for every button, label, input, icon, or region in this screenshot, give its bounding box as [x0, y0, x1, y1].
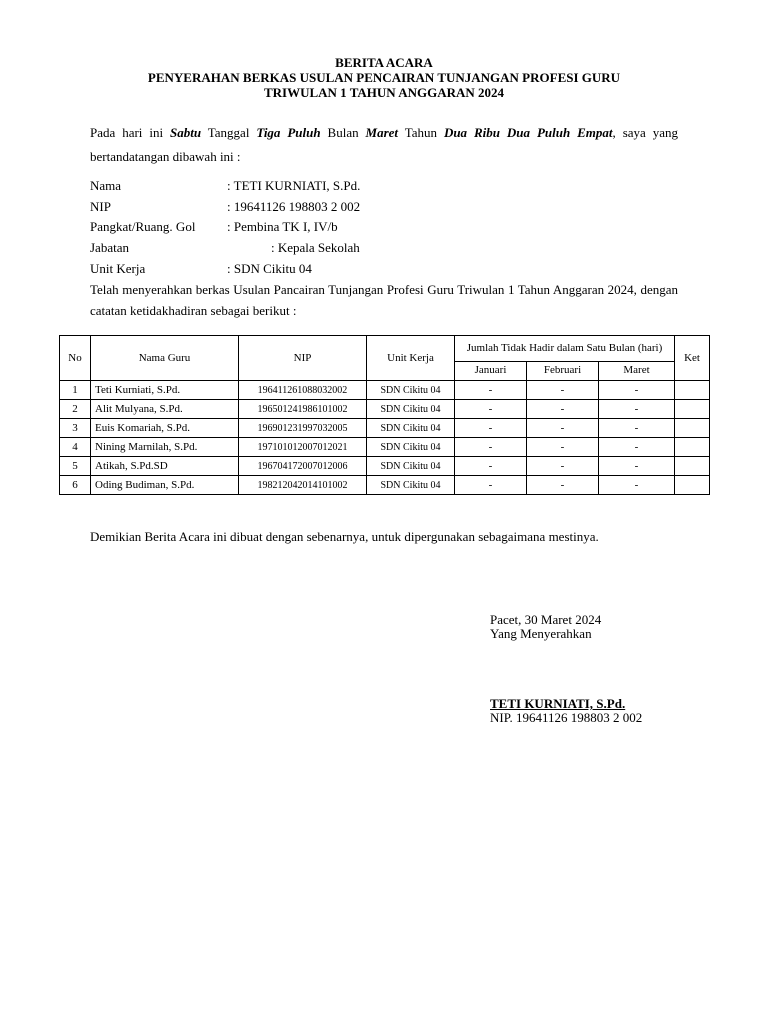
table-row [60, 476, 710, 495]
intro-month: Maret [365, 125, 399, 140]
cell-feb: - [527, 400, 599, 419]
cell-jan: - [455, 381, 527, 400]
cell-unit: SDN Cikitu 04 [367, 457, 455, 476]
cell-name: Teti Kurniati, S.Pd. [91, 381, 239, 400]
cell-ket [675, 419, 710, 438]
signature-place-date: Pacet, 30 Maret 2024 [490, 612, 602, 627]
identity-value: : Pembina TK I, IV/b [227, 219, 338, 234]
cell-feb: - [527, 381, 599, 400]
cell-ket [675, 381, 710, 400]
identity-label: Nama [90, 178, 122, 193]
document-subtitle: PENYERAHAN BERKAS USULAN PENCAIRAN TUNJANGAN PROFESI GURU [147, 70, 621, 85]
table-row [60, 419, 710, 438]
cell-no: 6 [60, 476, 91, 495]
identity-value: : 19641126 198803 2 002 [227, 199, 361, 214]
cell-jan: - [455, 419, 527, 438]
cell-ket [675, 457, 710, 476]
cell-no: 1 [60, 381, 91, 400]
cell-mar: - [599, 419, 675, 438]
cell-unit: SDN Cikitu 04 [367, 400, 455, 419]
identity-label: Unit Kerja [90, 261, 146, 276]
intro-text: , saya yang bertandatangan dibawah ini : [90, 125, 678, 164]
table-row [60, 381, 710, 400]
intro-date: Tiga Puluh [256, 125, 321, 140]
cell-nip: 196704172007012006 [239, 457, 367, 476]
cell-no: 4 [60, 438, 91, 457]
identity-value: : TETI KURNIATI, S.Pd. [227, 178, 361, 193]
cell-jan: - [455, 476, 527, 495]
intro-year: Dua Ribu Dua Puluh Empat [443, 125, 613, 140]
cell-feb: - [527, 438, 599, 457]
header-no: No [60, 336, 91, 381]
intro-text: Tahun [398, 125, 444, 140]
intro-text: Pada hari ini [90, 125, 170, 140]
intro-text: Tanggal [201, 125, 257, 140]
document-title: BERITA ACARA [335, 55, 433, 70]
attendance-table [59, 335, 710, 495]
cell-jan: - [455, 438, 527, 457]
cell-nip: 197101012007012021 [239, 438, 367, 457]
cell-name: Nining Marnilah, S.Pd. [91, 438, 239, 457]
cell-nip: 198212042014101002 [239, 476, 367, 495]
signature-nip: NIP. 19641126 198803 2 002 [490, 710, 643, 725]
header-unit: Unit Kerja [367, 336, 455, 381]
identity-value: : Kepala Sekolah [271, 240, 360, 255]
header-absent: Jumlah Tidak Hadir dalam Satu Bulan (hari) [455, 336, 675, 362]
signature-name: TETI KURNIATI, S.Pd. [490, 696, 626, 711]
signature-role: Yang Menyerahkan [490, 626, 592, 641]
cell-mar: - [599, 381, 675, 400]
cell-nip: 196501241986101002 [239, 400, 367, 419]
header-nip: NIP [239, 336, 367, 381]
identity-label: NIP [90, 199, 111, 214]
cell-unit: SDN Cikitu 04 [367, 476, 455, 495]
cell-no: 3 [60, 419, 91, 438]
cell-unit: SDN Cikitu 04 [367, 381, 455, 400]
intro-day: Sabtu [169, 125, 202, 140]
cell-name: Euis Komariah, S.Pd. [91, 419, 239, 438]
cell-no: 2 [60, 400, 91, 419]
cell-mar: - [599, 476, 675, 495]
cell-feb: - [527, 419, 599, 438]
cell-name: Alit Mulyana, S.Pd. [91, 400, 239, 419]
cell-jan: - [455, 457, 527, 476]
cell-unit: SDN Cikitu 04 [367, 419, 455, 438]
cell-ket [675, 400, 710, 419]
cell-name: Atikah, S.Pd.SD [91, 457, 239, 476]
header-ket: Ket [675, 336, 710, 381]
identity-label: Jabatan [90, 240, 129, 255]
table-row [60, 457, 710, 476]
handover-paragraph: Telah menyerahkan berkas Usulan Pancairan Tunjangan Profesi Guru Triwulan 1 Tahun Anggaran 2024, dengan catatan ketidakhadiran sebagai berikut : [90, 282, 678, 318]
cell-nip: 196411261088032002 [239, 381, 367, 400]
table-row [60, 400, 710, 419]
table-row [60, 438, 710, 457]
header-jan: Januari [455, 361, 527, 380]
document-period: TRIWULAN 1 TAHUN ANGGARAN 2024 [263, 85, 505, 100]
cell-name: Oding Budiman, S.Pd. [91, 476, 239, 495]
cell-no: 5 [60, 457, 91, 476]
cell-jan: - [455, 400, 527, 419]
header-feb: Februari [527, 361, 599, 380]
cell-ket [675, 476, 710, 495]
cell-mar: - [599, 438, 675, 457]
header-mar: Maret [599, 361, 675, 380]
cell-mar: - [599, 457, 675, 476]
header-name: Nama Guru [91, 336, 239, 381]
identity-value: : SDN Cikitu 04 [227, 261, 312, 276]
cell-feb: - [527, 457, 599, 476]
cell-ket [675, 438, 710, 457]
intro-text: Bulan [320, 125, 366, 140]
intro-paragraph [90, 121, 678, 169]
cell-nip: 196901231997032005 [239, 419, 367, 438]
cell-mar: - [599, 400, 675, 419]
closing-paragraph: Demikian Berita Acara ini dibuat dengan sebenarnya, untuk dipergunakan sebagaimana mestinya. [90, 529, 599, 544]
identity-label: Pangkat/Ruang. Gol [90, 219, 196, 234]
cell-feb: - [527, 476, 599, 495]
cell-unit: SDN Cikitu 04 [367, 438, 455, 457]
